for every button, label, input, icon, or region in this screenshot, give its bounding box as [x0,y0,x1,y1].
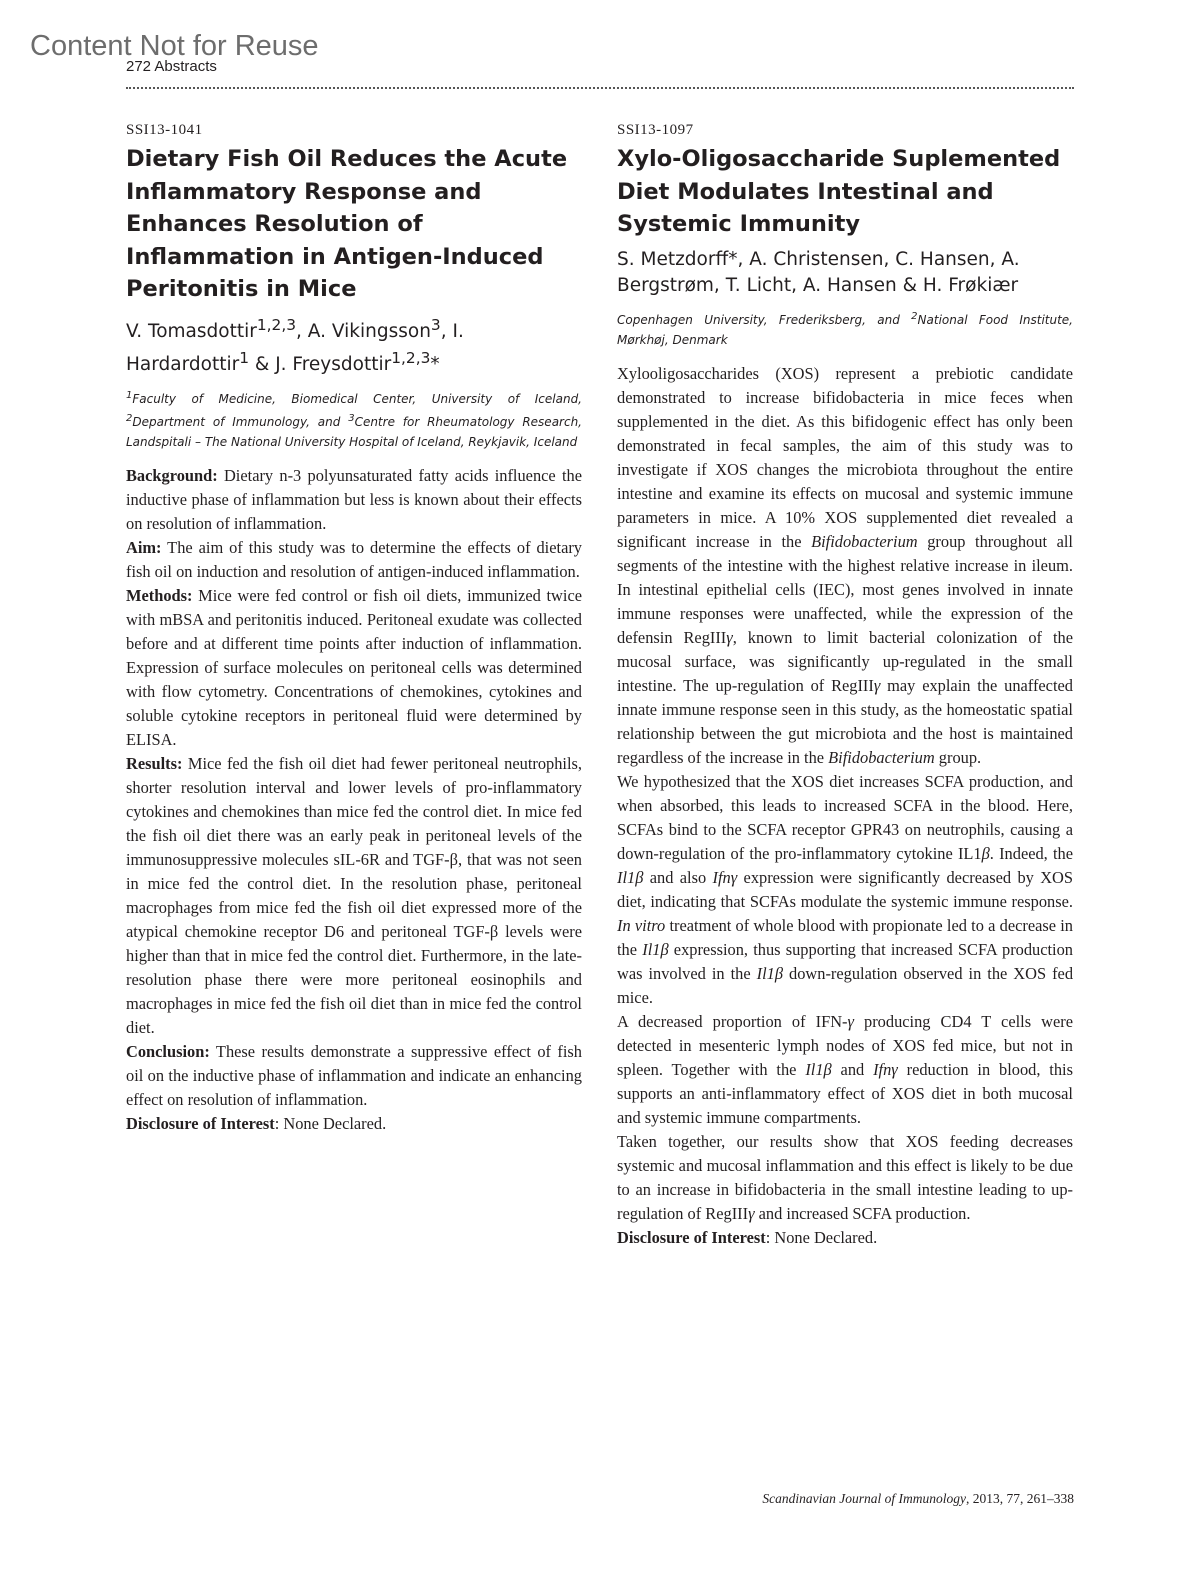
abstract-body [617,362,1073,1250]
abstract-paragraph [126,464,582,536]
abstract-left [126,122,582,1136]
section-label: Disclosure of Interest [617,1227,766,1247]
section-label: Background: [126,465,218,485]
abstract-paragraph [126,1112,582,1136]
section-text: Xylooligosaccharides (XOS) represent a prebiotic candidate demonstrated to increase bifidobacteria in mice feces when supplemented in the diet. As this bifidogenic effect has only been demonstrated in fecal samples, the aim of this study was to investigate if XOS changes the microbiota throughout the entire intestine and examine its effects on mucosal and systemic immune parameters in mice. A 10% XOS supplemented diet revealed a significant increase in the Bifidobacterium group throughout all segments of the intestine with the highest relative increase in ileum. In intestinal epithelial cells (IEC), most genes involved in innate immune responses were unaffected, while the expression of the defensin RegIIIγ, known to limit bacterial colonization of the mucosal surface, was significantly up-regulated in the small intestine. The up-regulation of RegIIIγ may explain the unaffected innate immune response seen in this study, as the homeostatic spatial relationship between the gut microbiota and the host is maintained regardless of the increase in the Bifidobacterium group. [617,363,1073,767]
abstract-paragraph [617,362,1073,770]
journal-footer [600,1491,1074,1507]
section-text: : None Declared. [274,1113,387,1133]
abstract-right [617,122,1073,1250]
abstract-paragraph [126,536,582,584]
running-head: 272 Abstracts [126,58,217,75]
abstract-affiliation: Copenhagen University, Frederiksberg, and $^2$National Food Institute, Mørkhøj, Denmark [617,310,1073,347]
abstract-paragraph [617,1130,1073,1226]
section-label: Results: [126,753,183,773]
journal-name: Scandinavian Journal of Immunology [762,1491,966,1506]
section-text: These results demonstrate a suppressive effect of fish oil on the inductive phase of inflammation and indicate an enhancing effect on resolution of inflammation. [126,1041,582,1109]
abstract-affiliation: $^1$Faculty of Medicine, Biomedical Center, University of Iceland, $^2$Department of Immunology, and $^3$Centre for Rheumatology Research, Landspitali – The National University Hospital of Iceland, Reykjavik, Iceland [126,389,582,449]
abstract-code: SSI13-1097 [617,122,694,138]
section-label: Disclosure of Interest [126,1113,275,1133]
abstract-title: Xylo-Oligosaccharide Suplemented Diet Modulates Intestinal and Systemic Immunity [617,146,1061,237]
section-text: : None Declared. [765,1227,878,1247]
abstract-authors: S. Metzdorff*, A. Christensen, C. Hansen, A. Bergstrøm, T. Licht, A. Hansen & H. Frøkiær [617,248,1020,296]
abstract-paragraph [126,584,582,752]
abstract-code: SSI13-1041 [126,122,203,138]
abstract-paragraph [617,1226,1073,1250]
dotted-rule [126,87,1074,89]
section-text: A decreased proportion of IFN-γ producing CD4 T cells were detected in mesenteric lymph nodes of XOS fed mice, but not in spleen. Together with the Il1β and Ifnγ reduction in blood, this supports an anti-inflammatory effect of XOS diet in both mucosal and systemic immune compartments. [617,1011,1073,1127]
abstract-paragraph [126,1040,582,1112]
journal-citation: , 2013, 77, 261–338 [966,1491,1074,1506]
abstract-authors: V. Tomasdottir$^{1,2,3}$, A. Vikingsson$^3$, I. Hardardottir$^1$ & J. Freysdottir$^{1,2,3}$* [126,315,464,375]
abstract-paragraph [617,770,1073,1010]
section-text: Taken together, our results show that XOS feeding decreases systemic and mucosal inflammation and this effect is likely to be due to an increase in bifidobacteria in the small intestine leading to up-regulation of RegIIIγ and increased SCFA production. [617,1131,1073,1223]
section-text: We hypothesized that the XOS diet increases SCFA production, and when absorbed, this leads to increased SCFA in the blood. Here, SCFAs bind to the SCFA receptor GPR43 on neutrophils, causing a down-regulation of the pro-inflammatory cytokine IL1β. Indeed, the Il1β and also Ifnγ expression were significantly decreased by XOS diet, indicating that SCFAs modulate the systemic immune response. In vitro treatment of whole blood with propionate led to a decrease in the Il1β expression, thus supporting that increased SCFA production was involved in the Il1β down-regulation observed in the XOS fed mice. [617,771,1074,1007]
watermark: Content Not for Reuse [30,30,319,62]
section-text: Dietary n-3 polyunsaturated fatty acids influence the inductive phase of inflammation but less is known about their effects on resolution of inflammation. [126,465,582,533]
section-label: Methods: [126,585,193,605]
abstract-body [126,464,582,1136]
section-text: Mice were fed control or fish oil diets, immunized twice with mBSA and peritonitis induced. Peritoneal exudate was collected before and at different time points after induction of inflammation. Expression of surface molecules on peritoneal cells was determined with flow cytometry. Concentrations of chemokines, cytokines and soluble cytokine receptors in peritoneal fluid were determined by ELISA. [126,585,582,749]
section-label: Aim: [126,537,162,557]
section-text: Mice fed the fish oil diet had fewer peritoneal neutrophils, shorter resolution interval and lower levels of pro-inflammatory cytokines and chemokines than mice fed the control diet. In mice fed the fish oil diet there was an early peak in peritoneal levels of the immunosuppressive molecules sIL-6R and TGF-β, that was not seen in mice fed the control diet. In the resolution phase, peritoneal macrophages from mice fed the fish oil diet expressed more of the atypical chemokine receptor D6 and peritoneal TGF-β levels were higher than that in mice fed the control diet. Furthermore, in the late-resolution phase there were more peritoneal eosinophils and macrophages in mice fed the fish oil diet than in mice fed the control diet. [126,753,582,1037]
abstract-paragraph [126,752,582,1040]
abstract-title: Dietary Fish Oil Reduces the Acute Inflammatory Response and Enhances Resolution of Inflammation in Antigen-Induced Peritonitis in Mice [126,146,568,302]
section-text: The aim of this study was to determine the effects of dietary fish oil on induction and resolution of antigen-induced inflammation. [126,537,582,581]
section-label: Conclusion: [126,1041,210,1061]
abstract-paragraph [617,1010,1073,1130]
